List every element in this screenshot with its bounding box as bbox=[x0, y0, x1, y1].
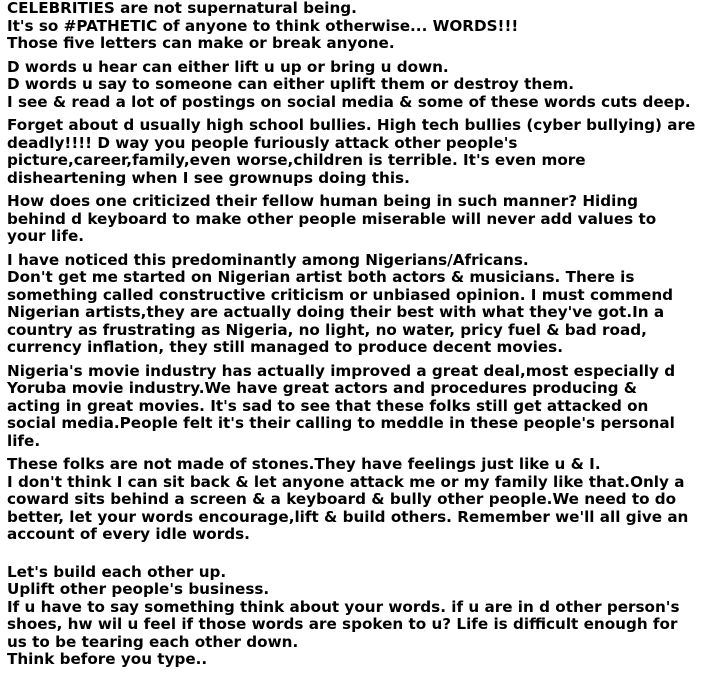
text-line: acting in great movies. It's sad to see that these folks still get attacked on bbox=[7, 396, 649, 415]
text-line: Those five letters can make or break anyone. bbox=[7, 34, 395, 52]
text-line: Nigeria's movie industry has actually improved a great deal,most especially d bbox=[7, 361, 676, 380]
text-line: your life. bbox=[7, 227, 85, 245]
text-line: account of every idle words. bbox=[7, 525, 250, 543]
text-line: something called constructive criticism or unbiased opinion. I must commend bbox=[7, 285, 674, 304]
paragraph-1 bbox=[7, 0, 723, 53]
text-line: picture,career,family,even worse,children is terrible. It's even more bbox=[7, 151, 586, 169]
text-line: D words u hear can either lift u up or bring u down. bbox=[7, 57, 449, 76]
paragraph-3 bbox=[7, 117, 723, 187]
text-line: Yoruba movie industry.We have great actors and procedures producing & bbox=[7, 379, 638, 397]
text-line: life. bbox=[7, 431, 41, 450]
paragraph-2 bbox=[7, 59, 723, 112]
text-line: coward sits behind a screen & a keyboard & bully other people.We need to do bbox=[7, 490, 677, 508]
paragraph-8 bbox=[7, 564, 723, 669]
paragraph-4 bbox=[7, 193, 723, 246]
text-line: Forget about d usually high school bullies. High tech bullies (cyber bullying) are bbox=[7, 116, 696, 134]
document-body bbox=[7, 0, 723, 675]
text-line: disheartening when I see grownups doing this. bbox=[7, 168, 410, 187]
paragraph-6 bbox=[7, 363, 723, 451]
text-line: Don't get me started on Nigerian artist both actors & musicians. There is bbox=[7, 268, 635, 286]
text-line: CELEBRITIES are not supernatural being. bbox=[7, 0, 357, 17]
text-line: How does one criticized their fellow human being in such manner? Hiding bbox=[7, 192, 639, 210]
text-line: I have noticed this predominantly among Nigerians/Africans. bbox=[7, 250, 529, 269]
paragraph-5 bbox=[7, 252, 723, 357]
text-line: These folks are not made of stones.They have feelings just like u & I. bbox=[7, 455, 601, 473]
text-line: Nigerian artists,they are actually doing their best with what they've got.In a bbox=[7, 303, 665, 321]
text-line: D words u say to someone can either uplift them or destroy them. bbox=[7, 75, 575, 93]
text-line: Think before you type.. bbox=[7, 650, 208, 668]
text-line: better, let your words encourage,lift & build others. Remember we'll all give an bbox=[7, 507, 689, 526]
text-line: If u have to say something think about your words. if u are in d other person's bbox=[7, 597, 680, 616]
text-line: Uplift other people's business. bbox=[7, 580, 270, 598]
text-line: social media.People felt it's their calling to meddle in these people's personal bbox=[7, 414, 675, 432]
text-line: I see & read a lot of postings on social media & some of these words cuts deep. bbox=[7, 92, 691, 111]
paragraph-7 bbox=[7, 456, 723, 544]
text-line: currency inflation, they still managed to produce decent movies. bbox=[7, 338, 563, 356]
text-line: behind d keyboard to make other people miserable will never add values to bbox=[7, 209, 657, 228]
text-line: I don't think I can sit back & let anyone attack me or my family like that.Only a bbox=[7, 472, 685, 491]
text-line: country as frustrating as Nigeria, no light, no water, pricy fuel & bad road, bbox=[7, 320, 647, 339]
text-line: us to be tearing each other down. bbox=[7, 632, 299, 651]
text-line: Let's build each other up. bbox=[7, 562, 227, 581]
text-line: It's so #PATHETIC of anyone to think otherwise... WORDS!!! bbox=[7, 16, 519, 35]
text-line: deadly!!!! D way you people furiously attack other people's bbox=[7, 133, 518, 152]
text-line: shoes, hw wil u feel if those words are spoken to u? Life is difficult enough for bbox=[7, 615, 678, 633]
